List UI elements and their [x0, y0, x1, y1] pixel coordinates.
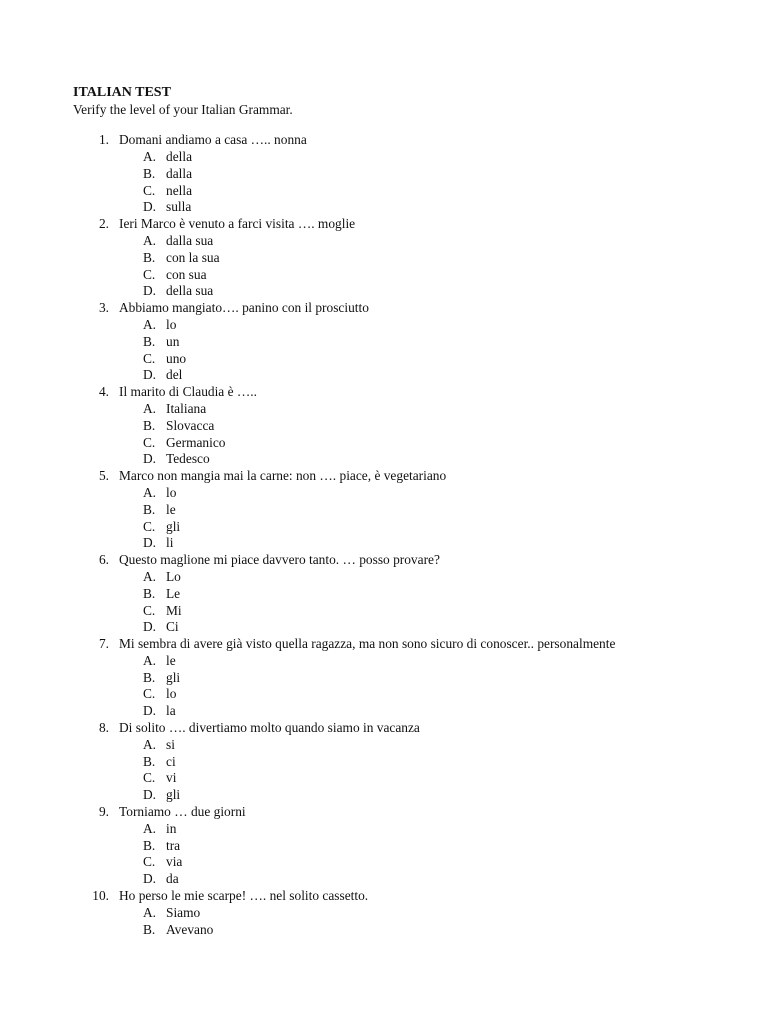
option-letter: D. — [143, 199, 157, 215]
option-letter: A. — [143, 232, 157, 248]
option-letter: C. — [143, 266, 156, 282]
question-line — [73, 804, 733, 821]
answer-options — [73, 401, 733, 468]
question-number: 7. — [98, 636, 109, 652]
answer-option — [73, 619, 733, 636]
answer-options — [73, 821, 733, 888]
option-letter: A. — [143, 652, 157, 668]
question-line — [73, 384, 733, 401]
option-letter: B. — [143, 837, 156, 853]
answer-option — [73, 703, 733, 720]
answer-option — [73, 435, 733, 452]
option-letter: B. — [143, 501, 156, 517]
page-title: ITALIAN TEST — [73, 85, 171, 100]
answer-option — [73, 334, 733, 351]
option-letter: B. — [143, 333, 156, 349]
option-text: Slovacca — [166, 417, 215, 433]
question-number: 8. — [98, 720, 109, 736]
option-text: Mi — [166, 602, 182, 618]
option-letter: D. — [143, 535, 157, 551]
option-text: si — [166, 736, 175, 752]
option-letter: B. — [143, 417, 156, 433]
question-text: Ho perso le mie scarpe! …. nel solito cassetto. — [119, 888, 369, 904]
option-text: in — [166, 820, 177, 836]
question-line — [73, 720, 733, 737]
answer-option — [73, 770, 733, 787]
answer-option — [73, 267, 733, 284]
answer-option — [73, 871, 733, 888]
answer-option — [73, 922, 733, 939]
question-text: Il marito di Claudia è ….. — [119, 384, 257, 400]
answer-option — [73, 199, 733, 216]
option-text: Italiana — [166, 400, 207, 416]
question-item — [73, 720, 733, 804]
option-text: Tedesco — [166, 451, 210, 467]
question-number: 1. — [98, 132, 109, 148]
question-item — [73, 384, 733, 468]
question-line — [73, 132, 733, 149]
option-letter: D. — [143, 703, 157, 719]
question-line — [73, 216, 733, 233]
answer-options — [73, 653, 733, 720]
option-letter: A. — [143, 148, 157, 164]
answer-option — [73, 250, 733, 267]
option-letter: C. — [143, 602, 156, 618]
option-text: le — [166, 652, 176, 668]
option-text: nella — [166, 182, 193, 198]
option-text: gli — [166, 518, 181, 534]
option-text: vi — [166, 770, 177, 786]
option-text: tra — [166, 837, 181, 853]
option-text: Avevano — [166, 921, 214, 937]
option-text: li — [166, 535, 174, 551]
answer-option — [73, 787, 733, 804]
question-item — [73, 216, 733, 300]
answer-option — [73, 670, 733, 687]
answer-option — [73, 317, 733, 334]
answer-option — [73, 283, 733, 300]
option-text: ci — [166, 753, 176, 769]
option-text: Ci — [166, 619, 179, 635]
question-text: Marco non mangia mai la carne: non …. piace, è vegetariano — [119, 468, 447, 484]
option-letter: D. — [143, 451, 157, 467]
answer-option — [73, 401, 733, 418]
question-text: Domani andiamo a casa ….. nonna — [119, 132, 307, 148]
option-text: gli — [166, 669, 181, 685]
option-letter: D. — [143, 367, 157, 383]
option-letter: C. — [143, 518, 156, 534]
answer-options — [73, 317, 733, 384]
question-number: 2. — [98, 216, 109, 232]
option-text: sulla — [166, 199, 192, 215]
option-letter: D. — [143, 787, 157, 803]
document-content — [73, 85, 733, 938]
option-text: gli — [166, 787, 181, 803]
answer-options — [73, 737, 733, 804]
option-letter: B. — [143, 669, 156, 685]
option-text: la — [166, 703, 176, 719]
option-text: uno — [166, 350, 187, 366]
answer-option — [73, 149, 733, 166]
option-letter: B. — [143, 585, 156, 601]
answer-option — [73, 166, 733, 183]
answer-option — [73, 586, 733, 603]
question-item — [73, 552, 733, 636]
question-item — [73, 132, 733, 216]
option-text: della — [166, 148, 193, 164]
answer-option — [73, 233, 733, 250]
option-letter: A. — [143, 904, 157, 920]
question-list — [73, 132, 733, 938]
answer-option — [73, 183, 733, 200]
option-text: Le — [166, 585, 181, 601]
option-letter: C. — [143, 434, 156, 450]
answer-options — [73, 149, 733, 216]
option-text: con sua — [166, 266, 207, 282]
answer-option — [73, 418, 733, 435]
answer-option — [73, 854, 733, 871]
option-letter: A. — [143, 484, 157, 500]
answer-option — [73, 905, 733, 922]
option-text: da — [166, 871, 179, 887]
option-text: dalla sua — [166, 232, 214, 248]
option-letter: D. — [143, 871, 157, 887]
option-text: via — [166, 854, 183, 870]
option-letter: A. — [143, 820, 157, 836]
question-line — [73, 888, 733, 905]
option-letter: C. — [143, 854, 156, 870]
question-number: 6. — [98, 552, 109, 568]
question-text: Ieri Marco è venuto a farci visita …. moglie — [119, 216, 356, 232]
option-letter: D. — [143, 619, 157, 635]
answer-options — [73, 485, 733, 552]
question-item — [73, 888, 733, 938]
question-number: 3. — [98, 300, 109, 316]
question-item — [73, 804, 733, 888]
answer-option — [73, 821, 733, 838]
answer-option — [73, 451, 733, 468]
option-letter: A. — [143, 568, 157, 584]
option-text: lo — [166, 316, 177, 332]
question-line — [73, 636, 733, 653]
option-text: con la sua — [166, 249, 220, 265]
question-number: 5. — [98, 468, 109, 484]
answer-option — [73, 485, 733, 502]
answer-options — [73, 233, 733, 300]
option-text: lo — [166, 686, 177, 702]
option-letter: B. — [143, 753, 156, 769]
answer-option — [73, 754, 733, 771]
question-line — [73, 468, 733, 485]
question-line — [73, 552, 733, 569]
option-letter: A. — [143, 736, 157, 752]
option-letter: B. — [143, 165, 156, 181]
answer-option — [73, 686, 733, 703]
answer-option — [73, 351, 733, 368]
answer-option — [73, 653, 733, 670]
option-letter: C. — [143, 770, 156, 786]
option-letter: A. — [143, 400, 157, 416]
option-letter: C. — [143, 686, 156, 702]
answer-option — [73, 838, 733, 855]
option-text: della sua — [166, 283, 214, 299]
option-letter: B. — [143, 921, 156, 937]
option-text: Lo — [166, 568, 181, 584]
option-letter: B. — [143, 249, 156, 265]
answer-option — [73, 737, 733, 754]
question-item — [73, 636, 733, 720]
option-letter: A. — [143, 316, 157, 332]
answer-option — [73, 569, 733, 586]
question-text: Mi sembra di avere già visto quella ragazza, ma non sono sicuro di conoscer.. personalmente — [119, 636, 616, 652]
question-number: 4. — [98, 384, 109, 400]
answer-option — [73, 603, 733, 620]
question-item — [73, 468, 733, 552]
answer-option — [73, 535, 733, 552]
option-text: del — [166, 367, 183, 383]
option-text: un — [166, 333, 180, 349]
option-letter: D. — [143, 283, 157, 299]
answer-option — [73, 519, 733, 536]
option-text: Siamo — [166, 904, 201, 920]
option-text: dalla — [166, 165, 193, 181]
question-text: Di solito …. divertiamo molto quando siamo in vacanza — [119, 720, 420, 736]
question-item — [73, 300, 733, 384]
question-text: Questo maglione mi piace davvero tanto. … posso provare? — [119, 552, 440, 568]
answer-options — [73, 905, 733, 939]
answer-options — [73, 569, 733, 636]
option-letter: C. — [143, 182, 156, 198]
question-number: 9. — [98, 804, 109, 820]
question-number: 10. — [92, 888, 109, 904]
option-letter: C. — [143, 350, 156, 366]
answer-option — [73, 502, 733, 519]
question-text: Torniamo … due giorni — [119, 804, 246, 820]
option-text: Germanico — [166, 434, 226, 450]
question-text: Abbiamo mangiato…. panino con il prosciutto — [119, 300, 369, 316]
option-text: le — [166, 501, 176, 517]
page-subtitle: Verify the level of your Italian Grammar. — [73, 101, 293, 117]
question-line — [73, 300, 733, 317]
option-text: lo — [166, 484, 177, 500]
answer-option — [73, 367, 733, 384]
